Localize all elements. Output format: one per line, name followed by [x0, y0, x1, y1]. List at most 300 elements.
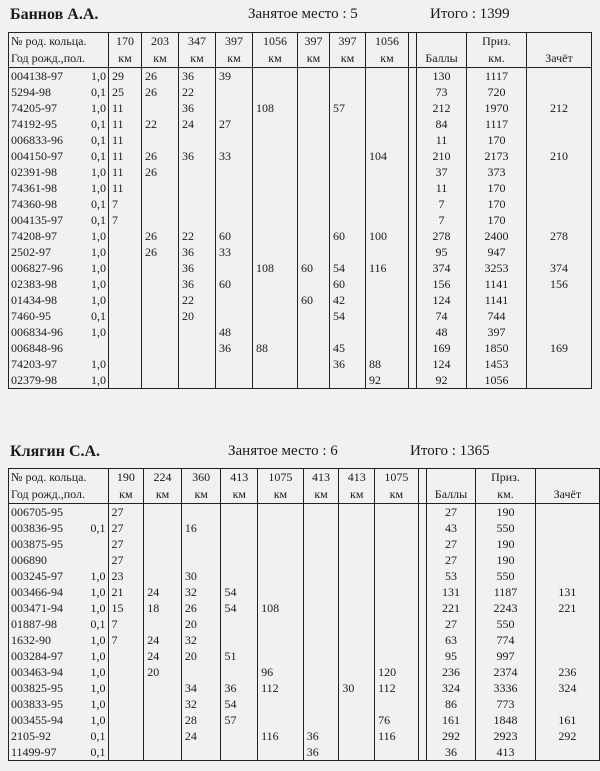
distance-score	[216, 196, 253, 212]
table-row	[9, 180, 592, 196]
points-cell: 86	[426, 696, 476, 712]
distance-score: 23	[108, 568, 144, 584]
distance-score	[298, 132, 330, 148]
ring-number: 003284-97	[11, 649, 63, 663]
distance-score	[253, 180, 298, 196]
prize-km-cell: 1453	[467, 356, 527, 372]
ring-and-year	[11, 292, 106, 308]
distance-score	[303, 664, 339, 680]
distance-score	[258, 552, 304, 568]
points-cell: 161	[426, 712, 476, 728]
distance-score	[109, 356, 142, 372]
ring-cell	[9, 616, 109, 632]
points-cell: 27	[426, 536, 476, 552]
distance-value: 1075	[384, 470, 409, 484]
table-row	[9, 164, 592, 180]
year-sex: 1,0	[90, 665, 106, 679]
distance-score	[253, 228, 298, 244]
distance-score	[253, 164, 298, 180]
ring-cell	[9, 340, 109, 356]
table-row	[9, 324, 592, 340]
distance-score	[298, 356, 330, 372]
credit-header-spacer	[538, 469, 597, 486]
points-cell: 236	[426, 664, 476, 680]
ring-cell	[9, 728, 109, 744]
distance-score	[339, 616, 375, 632]
distance-score	[303, 680, 339, 696]
distance-score	[179, 372, 216, 389]
distance-score	[253, 68, 298, 85]
ring-and-year	[11, 324, 106, 340]
distance-score	[366, 244, 409, 260]
prize-km-cell: 190	[476, 552, 535, 568]
total-label: Итого : 1365	[410, 443, 490, 459]
ring-number: 74192-95	[11, 117, 57, 131]
year-sex: 0,1	[90, 729, 106, 743]
ring-number: 11499-97	[11, 745, 57, 759]
distance-score: 112	[258, 680, 304, 696]
prize-km-cell: 397	[467, 324, 527, 340]
distance-score: 45	[330, 340, 366, 356]
distance-score: 32	[181, 584, 221, 600]
ring-number: 003245-97	[11, 569, 63, 583]
distance-score	[375, 552, 419, 568]
distance-score: 24	[144, 648, 182, 664]
distance-score	[330, 84, 366, 100]
distance-score: 36	[179, 148, 216, 164]
ring-number: 003836-95	[11, 521, 63, 535]
column-separator	[409, 68, 417, 85]
prize-km-cell: 2173	[467, 148, 527, 164]
distance-score: 24	[144, 584, 182, 600]
credit-column-header	[535, 469, 599, 504]
ring-number: 004150-97	[11, 149, 63, 163]
distance-column-header	[181, 469, 221, 504]
prize-km-cell: 1117	[467, 116, 527, 132]
distance-value: 397	[304, 34, 323, 48]
distance-score	[366, 68, 409, 85]
column-separator	[418, 616, 426, 632]
distance-value: 1056	[375, 34, 399, 48]
column-separator	[418, 584, 426, 600]
distance-column-header	[109, 33, 142, 68]
distance-unit: км	[227, 51, 241, 65]
distance-unit: км	[118, 51, 132, 65]
column-separator	[418, 552, 426, 568]
year-sex: 0,1	[91, 309, 106, 323]
ring-cell	[9, 212, 109, 228]
distance-value: 413	[312, 470, 331, 484]
distance-score	[144, 504, 182, 521]
ring-number: 003466-94	[11, 585, 63, 599]
ring-cell	[9, 504, 109, 521]
ring-and-year	[11, 116, 106, 132]
column-separator	[409, 324, 417, 340]
ring-and-year	[11, 372, 106, 388]
ring-cell	[9, 84, 109, 100]
distance-score	[109, 228, 142, 244]
distance-score: 108	[253, 260, 298, 276]
distance-score: 116	[375, 728, 419, 744]
distance-score	[253, 196, 298, 212]
distance-value: 347	[188, 34, 206, 48]
distance-score	[179, 196, 216, 212]
ring-cell	[9, 536, 109, 552]
distance-score	[303, 648, 339, 664]
ring-and-year	[11, 308, 106, 324]
prize-km-cell: 1141	[467, 276, 527, 292]
distance-score	[253, 308, 298, 324]
distance-score	[144, 568, 182, 584]
distance-column-header	[142, 33, 179, 68]
table-row	[9, 84, 592, 100]
distance-score: 30	[181, 568, 221, 584]
distance-score: 88	[253, 340, 298, 356]
distance-score	[142, 340, 179, 356]
distance-score	[258, 712, 304, 728]
table-row	[9, 244, 592, 260]
prize-km-cell: 3253	[467, 260, 527, 276]
prize-km-cell: 720	[467, 84, 527, 100]
credit-cell	[527, 196, 592, 212]
distance-column-header	[375, 469, 419, 504]
distance-score	[216, 100, 253, 116]
prize-header-line2: км.	[497, 487, 514, 501]
distance-score: 60	[216, 228, 253, 244]
year-sex: 1,0	[91, 165, 106, 179]
year-sex: 1,0	[91, 261, 106, 275]
year-sex: 1,0	[90, 681, 106, 695]
table-row	[9, 356, 592, 372]
distance-score: 96	[258, 664, 304, 680]
distance-score	[179, 180, 216, 196]
distance-score: 36	[221, 680, 258, 696]
distance-unit: км	[232, 487, 246, 501]
year-sex: 1,0	[90, 601, 106, 615]
prize-km-cell: 1970	[467, 100, 527, 116]
distance-score	[253, 84, 298, 100]
distance-score	[303, 584, 339, 600]
ring-cell	[9, 132, 109, 148]
distance-score	[142, 212, 179, 228]
points-cell: 27	[426, 504, 476, 521]
ring-number: 74361-98	[11, 181, 57, 195]
column-separator	[409, 372, 417, 389]
distance-unit: км	[306, 51, 321, 65]
prize-km-cell: 190	[476, 504, 535, 521]
distance-score	[179, 164, 216, 180]
table-row	[9, 212, 592, 228]
prize-km-cell: 774	[476, 632, 535, 648]
distance-score	[303, 696, 339, 712]
distance-score: 54	[221, 696, 258, 712]
table-row	[9, 148, 592, 164]
distance-score: 24	[181, 728, 221, 744]
distance-score	[221, 504, 258, 521]
distance-score	[366, 340, 409, 356]
distance-score: 30	[339, 680, 375, 696]
credit-cell	[535, 696, 599, 712]
ring-cell	[9, 696, 109, 712]
table-row	[9, 68, 592, 85]
points-cell: 7	[417, 212, 467, 228]
distance-score	[216, 212, 253, 228]
ring-and-year	[11, 712, 106, 728]
distance-score	[258, 520, 304, 536]
points-cell: 292	[426, 728, 476, 744]
distance-score	[142, 180, 179, 196]
credit-cell	[527, 244, 592, 260]
distance-score	[108, 712, 144, 728]
distance-score	[366, 196, 409, 212]
distance-score: 57	[330, 100, 366, 116]
distance-score	[109, 260, 142, 276]
distance-score: 36	[216, 340, 253, 356]
year-sex: 1,0	[91, 373, 106, 387]
ring-and-year	[11, 356, 106, 372]
column-separator	[409, 84, 417, 100]
distance-unit: км	[389, 487, 404, 501]
distance-score	[144, 536, 182, 552]
distance-score: 39	[216, 68, 253, 85]
fancier-name: Баннов А.А.	[10, 6, 99, 23]
distance-score: 22	[179, 228, 216, 244]
distance-score: 27	[216, 116, 253, 132]
ring-number: 003471-94	[11, 601, 63, 615]
distance-score: 20	[144, 664, 182, 680]
column-separator	[418, 520, 426, 536]
table-row	[9, 712, 600, 728]
distance-column-header	[303, 469, 339, 504]
ring-number: 02379-98	[11, 373, 57, 387]
distance-score	[303, 616, 339, 632]
ring-cell	[9, 568, 109, 584]
year-sex: 1,0	[90, 569, 106, 583]
distance-score	[298, 100, 330, 116]
distance-score	[181, 552, 221, 568]
ring-cell	[9, 680, 109, 696]
distance-score: 116	[366, 260, 409, 276]
year-sex: 1,0	[91, 101, 106, 115]
distance-score: 88	[366, 356, 409, 372]
distance-unit: км	[155, 487, 170, 501]
ring-number: 004135-97	[11, 213, 63, 227]
credit-cell	[527, 132, 592, 148]
distance-score	[366, 276, 409, 292]
distance-score	[144, 616, 182, 632]
year-sex: 0,1	[90, 745, 106, 759]
distance-score	[366, 308, 409, 324]
distance-unit: км	[380, 51, 394, 65]
distance-score	[221, 552, 258, 568]
distance-value: 224	[153, 470, 172, 484]
prize-km-cell: 2923	[476, 728, 535, 744]
points-header-label: Баллы	[425, 51, 458, 65]
distance-score: 120	[375, 664, 419, 680]
distance-score: 92	[366, 372, 409, 389]
ring-and-year	[11, 180, 106, 196]
ring-and-year	[11, 744, 106, 760]
points-cell: 27	[426, 616, 476, 632]
distance-score: 36	[303, 728, 339, 744]
distance-value: 397	[225, 34, 243, 48]
ring-number: 003455-94	[11, 713, 63, 727]
distance-score	[253, 148, 298, 164]
distance-value: 413	[347, 470, 366, 484]
table-row	[9, 536, 600, 552]
distance-score	[216, 292, 253, 308]
column-separator	[418, 469, 426, 504]
distance-score: 7	[108, 616, 144, 632]
table-row	[9, 196, 592, 212]
credit-cell	[527, 68, 592, 85]
ring-and-year	[11, 164, 106, 180]
year-sex: 1,0	[90, 713, 106, 727]
ring-number: 003833-95	[11, 697, 63, 711]
distance-score: 33	[216, 148, 253, 164]
ring-and-year	[11, 68, 106, 84]
ring-and-year	[11, 696, 106, 712]
table-row	[9, 100, 592, 116]
distance-score: 27	[108, 536, 144, 552]
distance-score	[375, 600, 419, 616]
distance-score	[303, 600, 339, 616]
ring-number: 74205-97	[11, 101, 57, 115]
ring-number: 006833-96	[11, 133, 63, 147]
credit-header-spacer	[529, 33, 589, 50]
points-cell: 7	[417, 196, 467, 212]
distance-score: 51	[221, 648, 258, 664]
distance-score	[179, 356, 216, 372]
distance-score: 11	[109, 100, 142, 116]
year-sex: 0,1	[91, 149, 106, 163]
year-sex: 0,1	[91, 85, 106, 99]
ring-number: 006890	[11, 553, 47, 567]
prize-km-cell: 550	[476, 520, 535, 536]
ring-number: 006848-96	[11, 341, 63, 355]
distance-score	[298, 308, 330, 324]
distance-score	[375, 584, 419, 600]
ring-and-year	[11, 600, 106, 616]
ring-cell	[9, 260, 109, 276]
distance-score	[221, 520, 258, 536]
distance-score	[298, 180, 330, 196]
distance-score: 48	[216, 324, 253, 340]
column-separator	[409, 276, 417, 292]
ring-and-year	[11, 132, 106, 148]
table-row	[9, 552, 600, 568]
distance-score: 21	[108, 584, 144, 600]
ring-number: 74360-98	[11, 197, 57, 211]
distance-score: 116	[258, 728, 304, 744]
ring-cell	[9, 324, 109, 340]
distance-score	[330, 116, 366, 132]
distance-score	[144, 696, 182, 712]
points-cell: 48	[417, 324, 467, 340]
points-cell: 221	[426, 600, 476, 616]
distance-score	[142, 372, 179, 389]
distance-score: 20	[179, 308, 216, 324]
ring-cell	[9, 520, 109, 536]
credit-cell: 210	[527, 148, 592, 164]
section-header	[10, 6, 590, 28]
distance-column-header	[330, 33, 366, 68]
distance-score	[221, 568, 258, 584]
distance-score: 24	[179, 116, 216, 132]
points-cell: 73	[417, 84, 467, 100]
distance-score	[108, 680, 144, 696]
prize-header-line2: км.	[488, 51, 505, 65]
year-sex: 1,0	[91, 229, 106, 243]
ring-cell	[9, 664, 109, 680]
ring-and-year	[11, 244, 106, 260]
distance-score	[375, 648, 419, 664]
distance-score: 108	[253, 100, 298, 116]
distance-score: 60	[298, 292, 330, 308]
distance-score	[330, 372, 366, 389]
credit-column-header	[527, 33, 592, 68]
distance-score	[142, 100, 179, 116]
distance-score	[339, 728, 375, 744]
place-label: Занятое место : 6	[228, 443, 338, 459]
distance-column-header	[144, 469, 182, 504]
ring-cell	[9, 196, 109, 212]
distance-score	[366, 324, 409, 340]
ring-cell	[9, 116, 109, 132]
ring-and-year	[11, 680, 106, 696]
ring-and-year	[11, 100, 106, 116]
distance-score	[330, 244, 366, 260]
ring-column-header	[9, 469, 109, 504]
ring-and-year	[11, 260, 106, 276]
distance-score: 60	[216, 276, 253, 292]
ring-and-year	[11, 664, 106, 680]
credit-cell: 374	[527, 260, 592, 276]
distance-column-header	[366, 33, 409, 68]
ring-number: 5294-98	[11, 85, 51, 99]
distance-score: 24	[144, 632, 182, 648]
year-sex: 1,0	[90, 585, 106, 599]
table-row	[9, 632, 600, 648]
distance-score: 26	[142, 244, 179, 260]
ring-number: 02391-98	[11, 165, 57, 179]
ring-number: 006827-96	[11, 261, 63, 275]
distance-score	[179, 212, 216, 228]
column-separator	[418, 600, 426, 616]
year-sex: 0,1	[91, 133, 106, 147]
distance-score	[221, 664, 258, 680]
distance-score	[144, 552, 182, 568]
column-separator	[409, 356, 417, 372]
distance-score	[339, 712, 375, 728]
column-separator	[418, 648, 426, 664]
points-cell: 63	[426, 632, 476, 648]
column-separator	[409, 148, 417, 164]
distance-score: 36	[179, 276, 216, 292]
distance-score	[253, 276, 298, 292]
ring-number: 74203-97	[11, 357, 57, 371]
table-row	[9, 584, 600, 600]
distance-score: 11	[109, 180, 142, 196]
distance-score	[216, 372, 253, 389]
prize-km-cell: 550	[476, 616, 535, 632]
distance-score	[303, 552, 339, 568]
year-sex: 0,1	[90, 617, 106, 631]
prize-km-cell: 190	[476, 536, 535, 552]
ring-and-year	[11, 212, 106, 228]
prize-km-cell: 170	[467, 212, 527, 228]
distance-score	[339, 568, 375, 584]
